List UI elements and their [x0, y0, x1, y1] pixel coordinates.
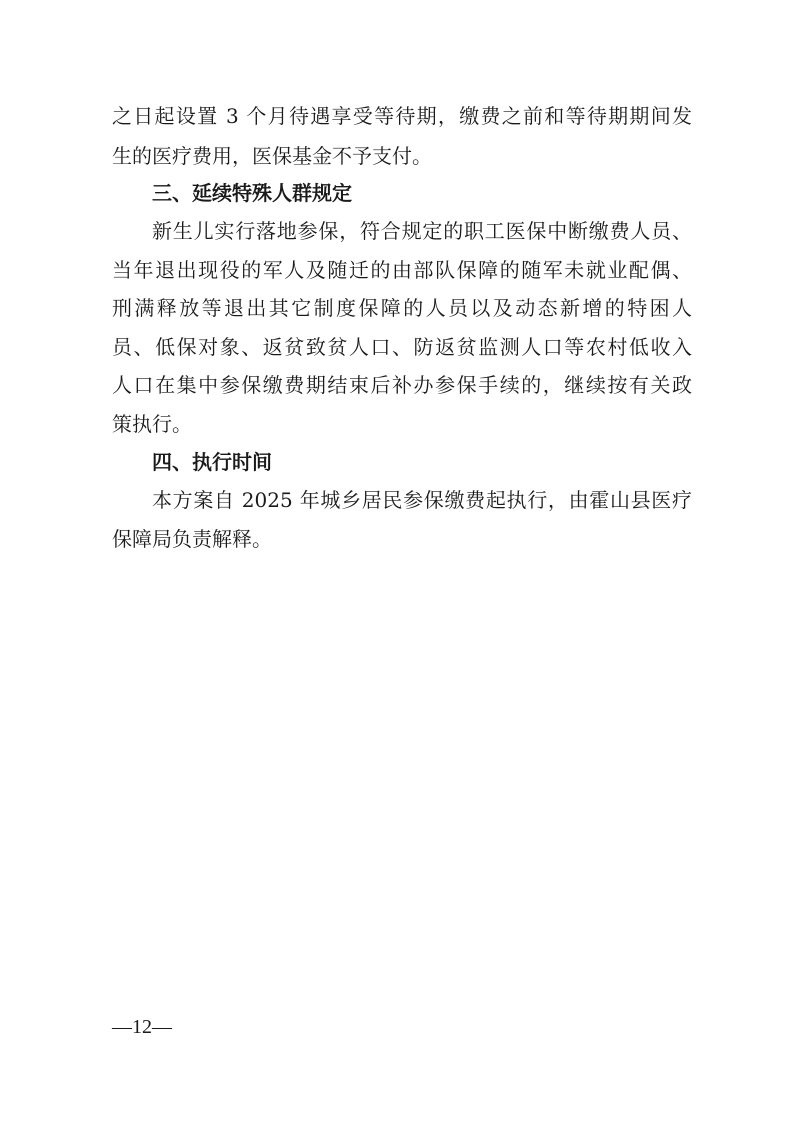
paragraph-line: 新生儿实行落地参保，符合规定的职工医保中断缴费人员、: [152, 219, 692, 243]
section-heading: 三、延续特殊人群规定: [152, 181, 352, 205]
paragraph-line: 刑满释放等退出其它制度保障的人员以及动态新增的特困人: [112, 296, 692, 320]
paragraph-line: 生的医疗费用，医保基金不予支付。: [112, 144, 432, 168]
paragraph-line: 之日起设置 3 个月待遇享受等待期，缴费之前和等待期期间发: [112, 104, 692, 128]
paragraph-line: 人口在集中参保缴费期结束后补办参保手续的，继续按有关政: [112, 373, 692, 397]
paragraph-line: 当年退出现役的军人及随迁的由部队保障的随军未就业配偶、: [112, 258, 692, 282]
paragraph-line: 保障局负责解释。: [112, 527, 272, 551]
paragraph-line: 本方案自 2025 年城乡居民参保缴费起执行，由霍山县医疗: [152, 488, 692, 512]
section-heading: 四、执行时间: [152, 450, 272, 474]
paragraph-line: 员、低保对象、返贫致贫人口、防返贫监测人口等农村低收入: [112, 335, 692, 359]
paragraph-line: 策执行。: [112, 412, 192, 436]
page-number: —12—: [112, 1016, 172, 1038]
